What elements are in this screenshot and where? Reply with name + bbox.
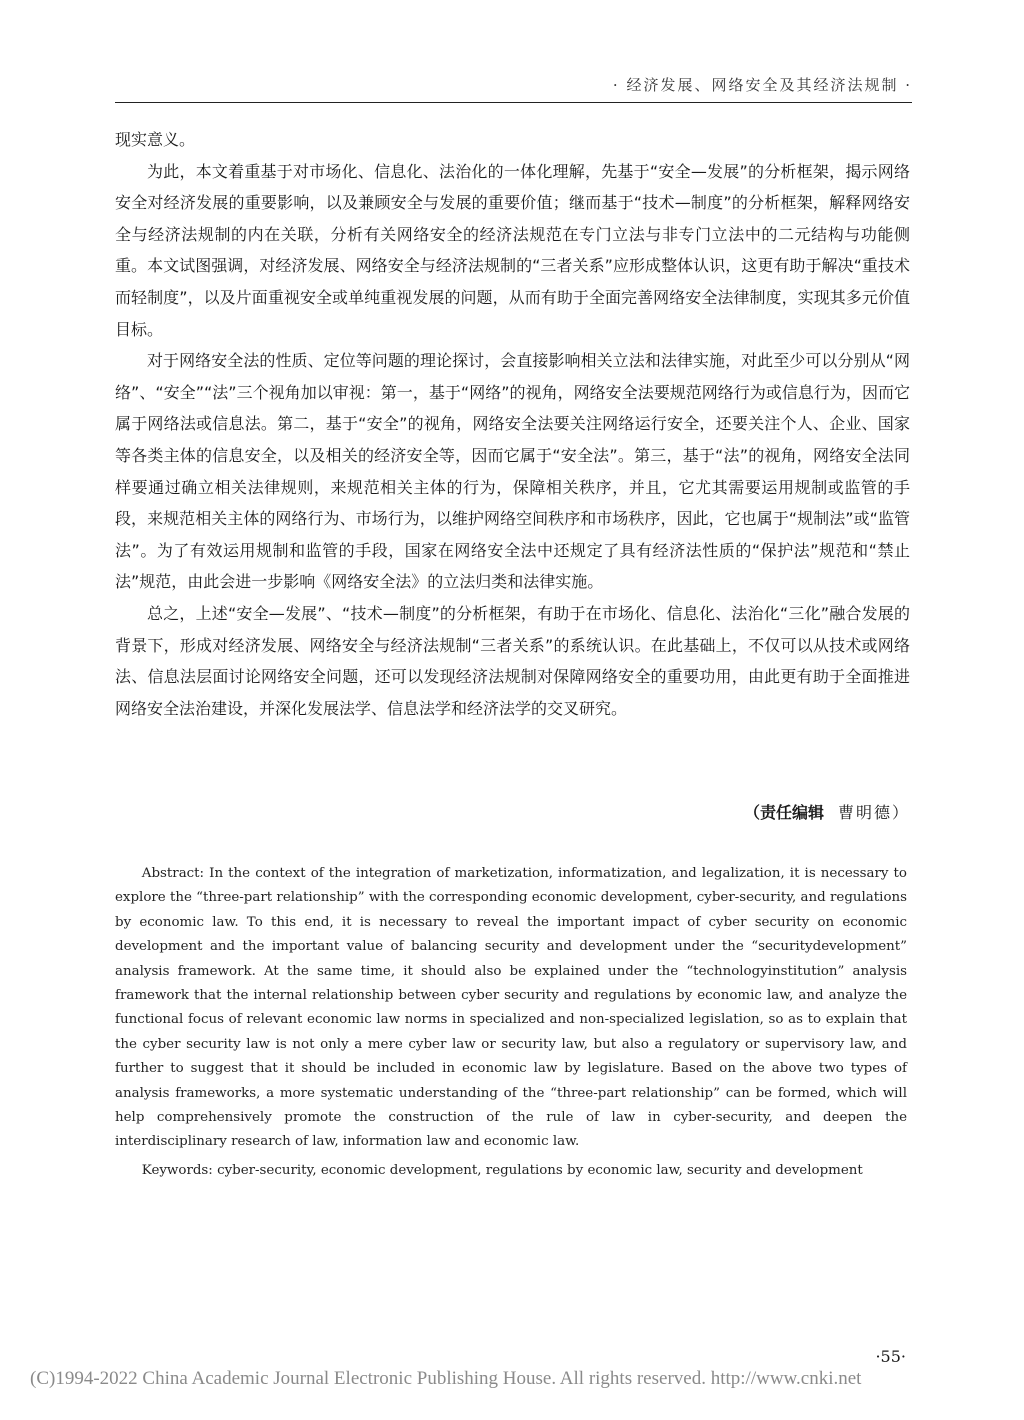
page-number: ·55· bbox=[875, 1347, 906, 1366]
keywords-text: cyber-security, economic development, regulations by economic law, security and development bbox=[212, 1162, 863, 1178]
body-paragraph-1: 现实意义。 bbox=[115, 130, 196, 149]
article-body bbox=[115, 124, 910, 724]
running-header: · 经济发展、网络安全及其经济法规制 · bbox=[612, 76, 912, 94]
body-paragraph-4: 总之，上述“安全—发展”、“技术—制度”的分析框架，有助于在市场化、信息化、法治化“三化”融合发展的背景下，形成对经济发展、网络安全与经济法规制“三者关系”的系统认识。在此基础上，不仅可以从技术或网络法、信息法层面讨论网络安全问题，还可以发现经济法规制对保障网络安全的重要功用，由此更有助于全面推进网络安全法治建设，并深化发展法学、信息法学和经济法学的交叉研究。 bbox=[115, 603, 910, 718]
abstract-paragraph bbox=[115, 862, 907, 1155]
abstract-label: Abstract: bbox=[141, 866, 205, 881]
header-rule bbox=[115, 102, 912, 103]
copyright-watermark: (C)1994-2022 China Academic Journal Electronic Publishing House. All rights reserved. http://www.cnki.net bbox=[30, 1368, 862, 1389]
keywords-line bbox=[115, 1159, 907, 1183]
body-paragraph-3: 对于网络安全法的性质、定位等问题的理论探讨，会直接影响相关立法和法律实施，对此至少可以分别从“网络”、“安全”“法”三个视角加以审视：第一，基于“网络”的视角，网络安全法要规范网络行为或信息行为，因而它属于网络法或信息法。第二，基于“安全”的视角，网络安全法要关注网络运行安全，还要关注个人、企业、国家等各类主体的信息安全，以及相关的经济安全等，因而它属于“安全法”。第三，基于“法”的视角，网络安全法同样要通过确立相关法律规则，来规范相关主体的行为，保障相关秩序，并且，它尤其需要运用规制或监管的手段，来规范相关主体的网络行为、市场行为，以维护网络空间秩序和市场秩序，因此，它也属于“规制法”或“监管法”。为了有效运用规制和监管的手段，国家在网络安全法中还规定了具有经济法性质的“保护法”规范和“禁止法”规范，由此会进一步影响《网络安全法》的立法归类和法律实施。 bbox=[115, 351, 910, 592]
keywords-label: Keywords: bbox=[141, 1162, 213, 1178]
editor-label: （责任编辑 bbox=[743, 803, 824, 822]
english-abstract bbox=[115, 862, 907, 1183]
responsible-editor-note bbox=[744, 800, 910, 823]
body-paragraph-2: 为此，本文着重基于对市场化、信息化、法治化的一体化理解，先基于“安全—发展”的分析框架，揭示网络安全对经济发展的重要影响，以及兼顾安全与发展的重要价值；继而基于“技术—制度”的分析框架，解释网络安全与经济法规制的内在关联，分析有关网络安全的经济法规范在专门立法与非专门立法中的二元结构与功能侧重。本文试图强调，对经济发展、网络安全与经济法规制的“三者关系”应形成整体认识，这更有助于解决“重技术而轻制度”，以及片面重视安全或单纯重视发展的问题，从而有助于全面完善网络安全法律制度，实现其多元价值目标。 bbox=[115, 161, 910, 339]
abstract-text: In the context of the integration of marketization, informatization, and legalization, it is necessary to explore the “three-part relationship” with the corresponding economic development, cyber-security, and regulations by economic law. To this end, it is necessary to reveal the important impact of cyber security on economic development and the important value of balancing security and development under the “securitydevelopment” analysis framework. At the same time, it should also be explained under the “technologyinstitution” analysis framework that the internal relationship between cyber security and regulations by economic law, and analyze the functional focus of relevant economic law norms in specialized and non-specialized legislation, so as to explain that the cyber security law is not only a mere cyber law or security law, but also a regulatory or supervisory law, and further to suggest that it should be included in economic law by legislature. Based on the above two types of analysis frameworks, a more systematic understanding of the “three-part relationship” can be formed, which will help comprehensively promote the construction of the rule of law in cyber-security, and deepen the interdisciplinary research of law, information law and economic law. bbox=[115, 866, 907, 1150]
editor-name: 曹明德） bbox=[837, 803, 910, 822]
